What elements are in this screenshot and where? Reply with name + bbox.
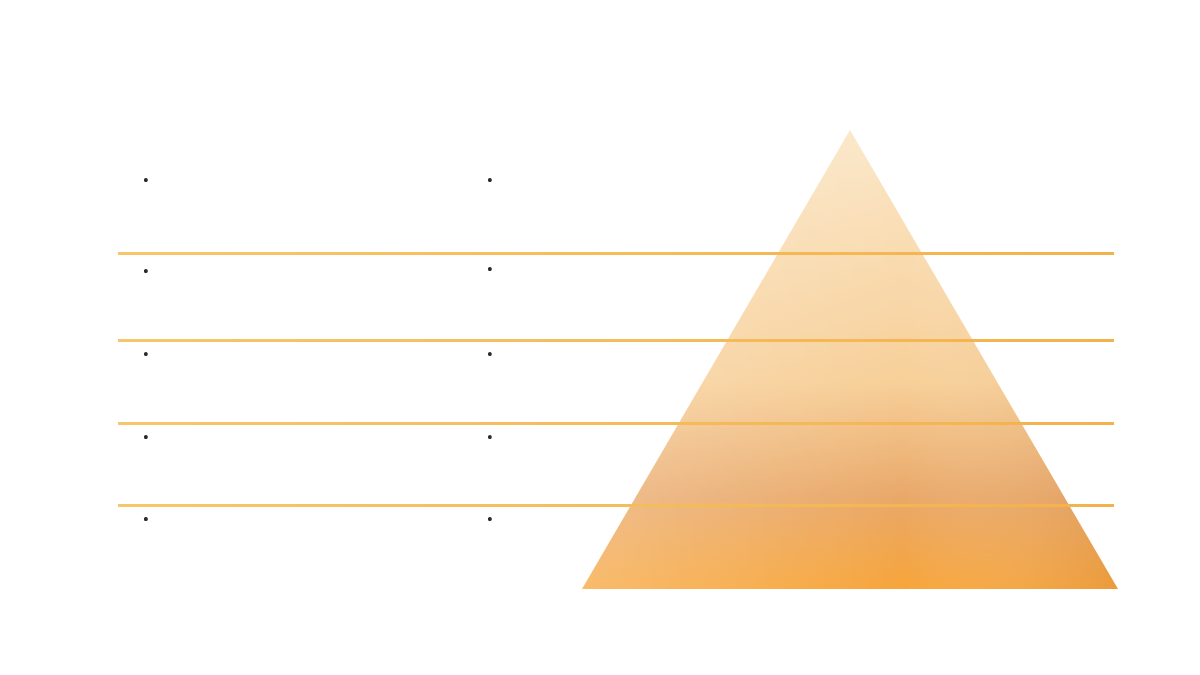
level-divider [118, 422, 1114, 425]
level-divider [118, 252, 1114, 255]
level-divider [118, 504, 1114, 507]
level-divider [118, 339, 1114, 342]
pyramid-shade [582, 130, 1118, 589]
